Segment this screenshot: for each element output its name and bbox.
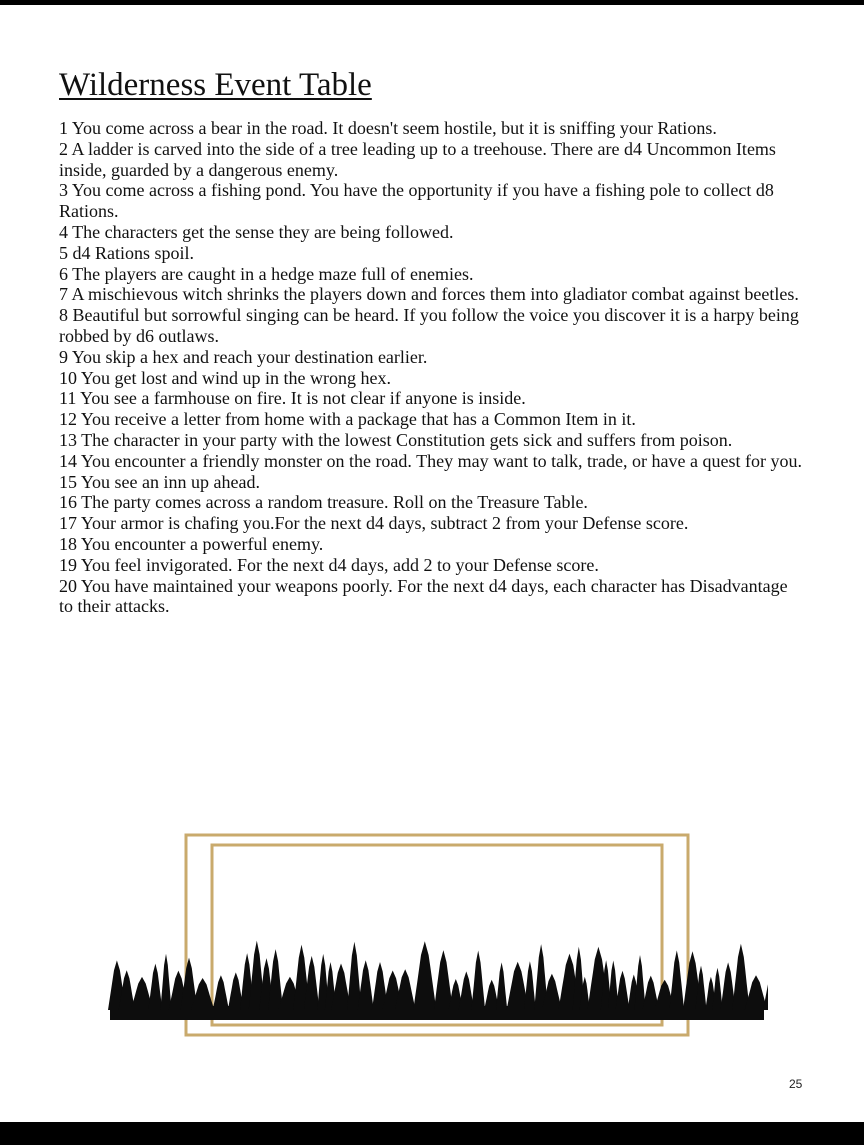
pine-tree <box>496 962 507 1010</box>
event-item-19: 19 You feel invigorated. For the next d4 days, add 2 to your Defense score. <box>59 554 599 575</box>
event-item-20: 20 You have maintained your weapons poorly. For the next d4 days, each character has Disadvantage to their attacks. <box>59 575 788 617</box>
pine-tree <box>712 968 722 1010</box>
event-list <box>59 118 804 617</box>
forest-frame-illustration <box>108 830 768 1040</box>
event-item-4: 4 The characters get the sense they are being followed. <box>59 221 454 242</box>
tree-silhouette <box>108 941 768 1020</box>
pine-tree <box>434 950 453 1010</box>
pine-tree <box>732 944 749 1010</box>
event-item-16: 16 The party comes across a random treasure. Roll on the Treasure Table. <box>59 492 588 513</box>
event-item-10: 10 You get lost and wind up in the wrong hex. <box>59 367 391 388</box>
page-number: 25 <box>789 1077 803 1091</box>
event-item-5: 5 d4 Rations spoil. <box>59 242 195 263</box>
pine-tree <box>160 954 171 1010</box>
pine-tree <box>615 971 629 1010</box>
document-page <box>0 5 864 1122</box>
pine-tree <box>634 955 645 1010</box>
event-item-15: 15 You see an inn up ahead. <box>59 471 260 492</box>
event-item-17: 17 Your armor is chafing you.For the next d4 days, subtract 2 from your Defense score. <box>59 513 689 534</box>
pine-tree <box>471 951 485 1011</box>
pine-tree <box>213 975 229 1010</box>
pine-tree <box>413 941 436 1010</box>
event-item-8: 8 Beautiful but sorrowful singing can be heard. If you follow the voice you discover it is a harpy being robbed by d6 outlaws. <box>59 305 799 346</box>
page-title: Wilderness Event Table <box>59 67 372 103</box>
pine-tree <box>745 975 768 1010</box>
pine-tree <box>459 971 475 1010</box>
pine-tree <box>268 949 283 1010</box>
event-item-11: 11 You see a farmhouse on fire. It is not clear if anyone is inside. <box>59 388 526 409</box>
pine-tree <box>524 961 536 1010</box>
pine-tree <box>358 960 374 1010</box>
event-item-3: 3 You come across a fishing pond. You have the opportunity if you have a fishing pole to collect d8 Rations. <box>59 180 774 222</box>
pine-tree <box>148 964 162 1010</box>
event-item-9: 9 You skip a hex and reach your destination earlier. <box>59 346 428 367</box>
pine-tree <box>669 950 684 1010</box>
event-item-12: 12 You receive a letter from home with a package that has a Common Item in it. <box>59 409 636 430</box>
event-item-18: 18 You encounter a powerful enemy. <box>59 533 324 554</box>
event-item-2: 2 A ladder is carved into the side of a tree leading up to a treehouse. There are d4 Uncommon Items inside, guarded by a dangerous enemy. <box>59 138 776 180</box>
event-item-6: 6 The players are caught in a hedge maze full of enemies. <box>59 263 474 284</box>
event-item-1: 1 You come across a bear in the road. It doesn't seem hostile, but it is sniffing your Rations. <box>59 118 717 138</box>
event-item-7: 7 A mischievous witch shrinks the players down and forces them into gladiator combat against beetles. <box>59 284 799 305</box>
event-item-14: 14 You encounter a friendly monster on the road. They may want to talk, trade, or have a quest for you. <box>59 450 802 471</box>
event-item-13: 13 The character in your party with the lowest Constitution gets sick and suffers from poison. <box>59 429 733 450</box>
